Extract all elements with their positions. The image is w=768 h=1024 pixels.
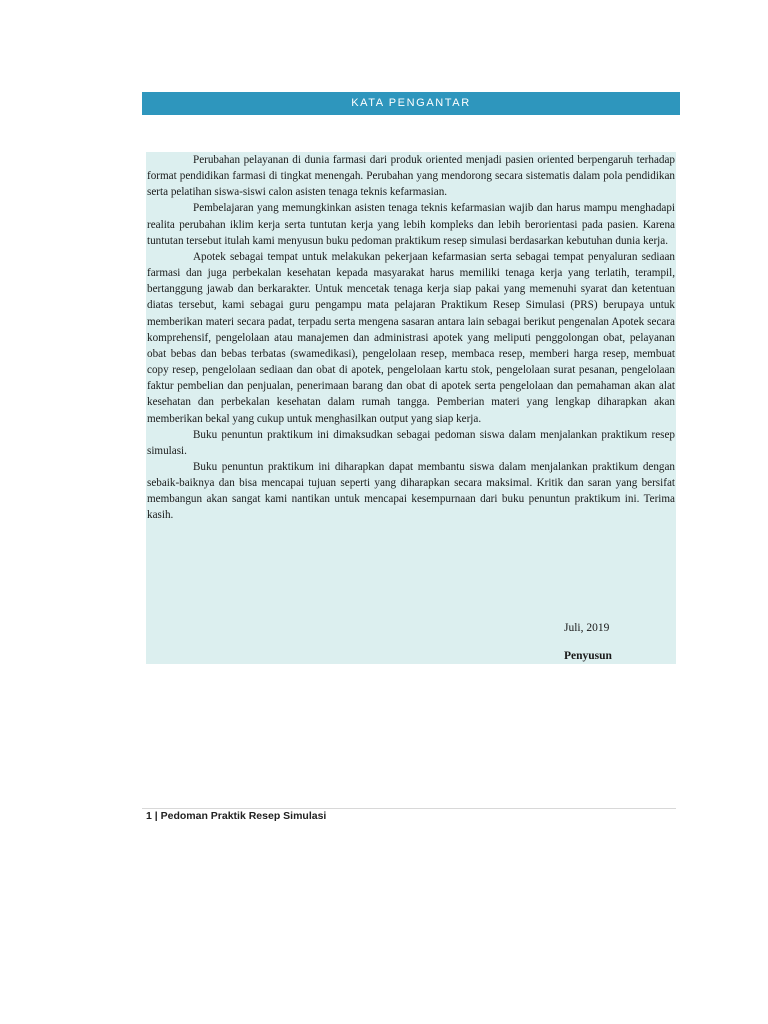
page-footer: 1 | Pedoman Praktik Resep Simulasi [146, 810, 327, 822]
paragraph-5: Buku penuntun praktikum ini diharapkan dapat membantu siswa dalam menjalankan praktikum dengan sebaik-baiknya dan bisa mencapai tujuan seperti yang diharapkan secara maksimal. Kritik dan saran yang bersifat membangun akan sangat kami nantikan untuk mencapai kesempurnaan dari buku penuntun praktikum ini. Terima kasih. [147, 460, 675, 522]
paragraph-4: Buku penuntun praktikum ini dimaksudkan sebagai pedoman siswa dalam menjalankan praktikum resep simulasi. [147, 428, 675, 457]
paragraph-2: Pembelajaran yang memungkinkan asisten tenaga teknis kefarmasian wajib dan harus mampu menghadapi realita perubahan iklim kerja serta tuntutan kerja yang lebih kompleks dan lebih berorientasi pada pasien. Karena tuntutan tersebut itulah kami menyusun buku pedoman praktikum resep simulasi berdasarkan kebutuhan dunia kerja. [147, 202, 675, 247]
preface-body [146, 152, 676, 664]
footer-divider [142, 808, 676, 809]
paragraph-3: Apotek sebagai tempat untuk melakukan pekerjaan kefarmasian serta sebagai tempat penyaluran sediaan farmasi dan juga perbekalan kesehatan kepada masyarakat harus memiliki tenaga kerja yang terlatih, terampil, bertanggung jawab dan berkarakter. Untuk mencetak tenaga kerja siap pakai yang memenuhi syarat dan ketentuan diatas tersebut, kami sebagai guru pengampu mata pelajaran Praktikum Resep Simulasi (PRS) berupaya untuk memberikan materi secara padat, terpadu serta mengena sasaran antara lain sebagai berikut pengenalan Apotek secara komprehensif, pengelolaan atau manajemen dan administrasi apotek yang meliputi penggolongan obat, pelayanan obat bebas dan bebas terbatas (swamedikasi), pengelolaan resep, membaca resep, memberi harga resep, membuat copy resep, pengelolaan sediaan dan obat di apotek, pengelolaan kartu stok, pengelolaan surat pesanan, pengelolaan faktur pembelian dan penjualan, penerimaan barang dan obat di apotek serta pengelolaan dan pemahaman akan alat kesehatan dan perbekalan kesehatan dalam rumah tangga. Pemberian materi yang lengkap diharapkan akan memberikan bekal yang cukup untuk menghasilkan output yang siap kerja. [147, 250, 675, 425]
closing-author: Penyusun [564, 650, 612, 662]
section-title: KATA PENGANTAR [142, 92, 680, 115]
paragraph-1: Perubahan pelayanan di dunia farmasi dari produk oriented menjadi pasien oriented berpengaruh terhadap format pendidikan farmasi di tingkat menengah. Perubahan yang mendorong secara sistematis dalam pola pendidikan serta pelatihan siswa-siswi calon asisten tenaga teknis kefarmasian. [147, 154, 675, 199]
closing-date: Juli, 2019 [564, 622, 610, 634]
